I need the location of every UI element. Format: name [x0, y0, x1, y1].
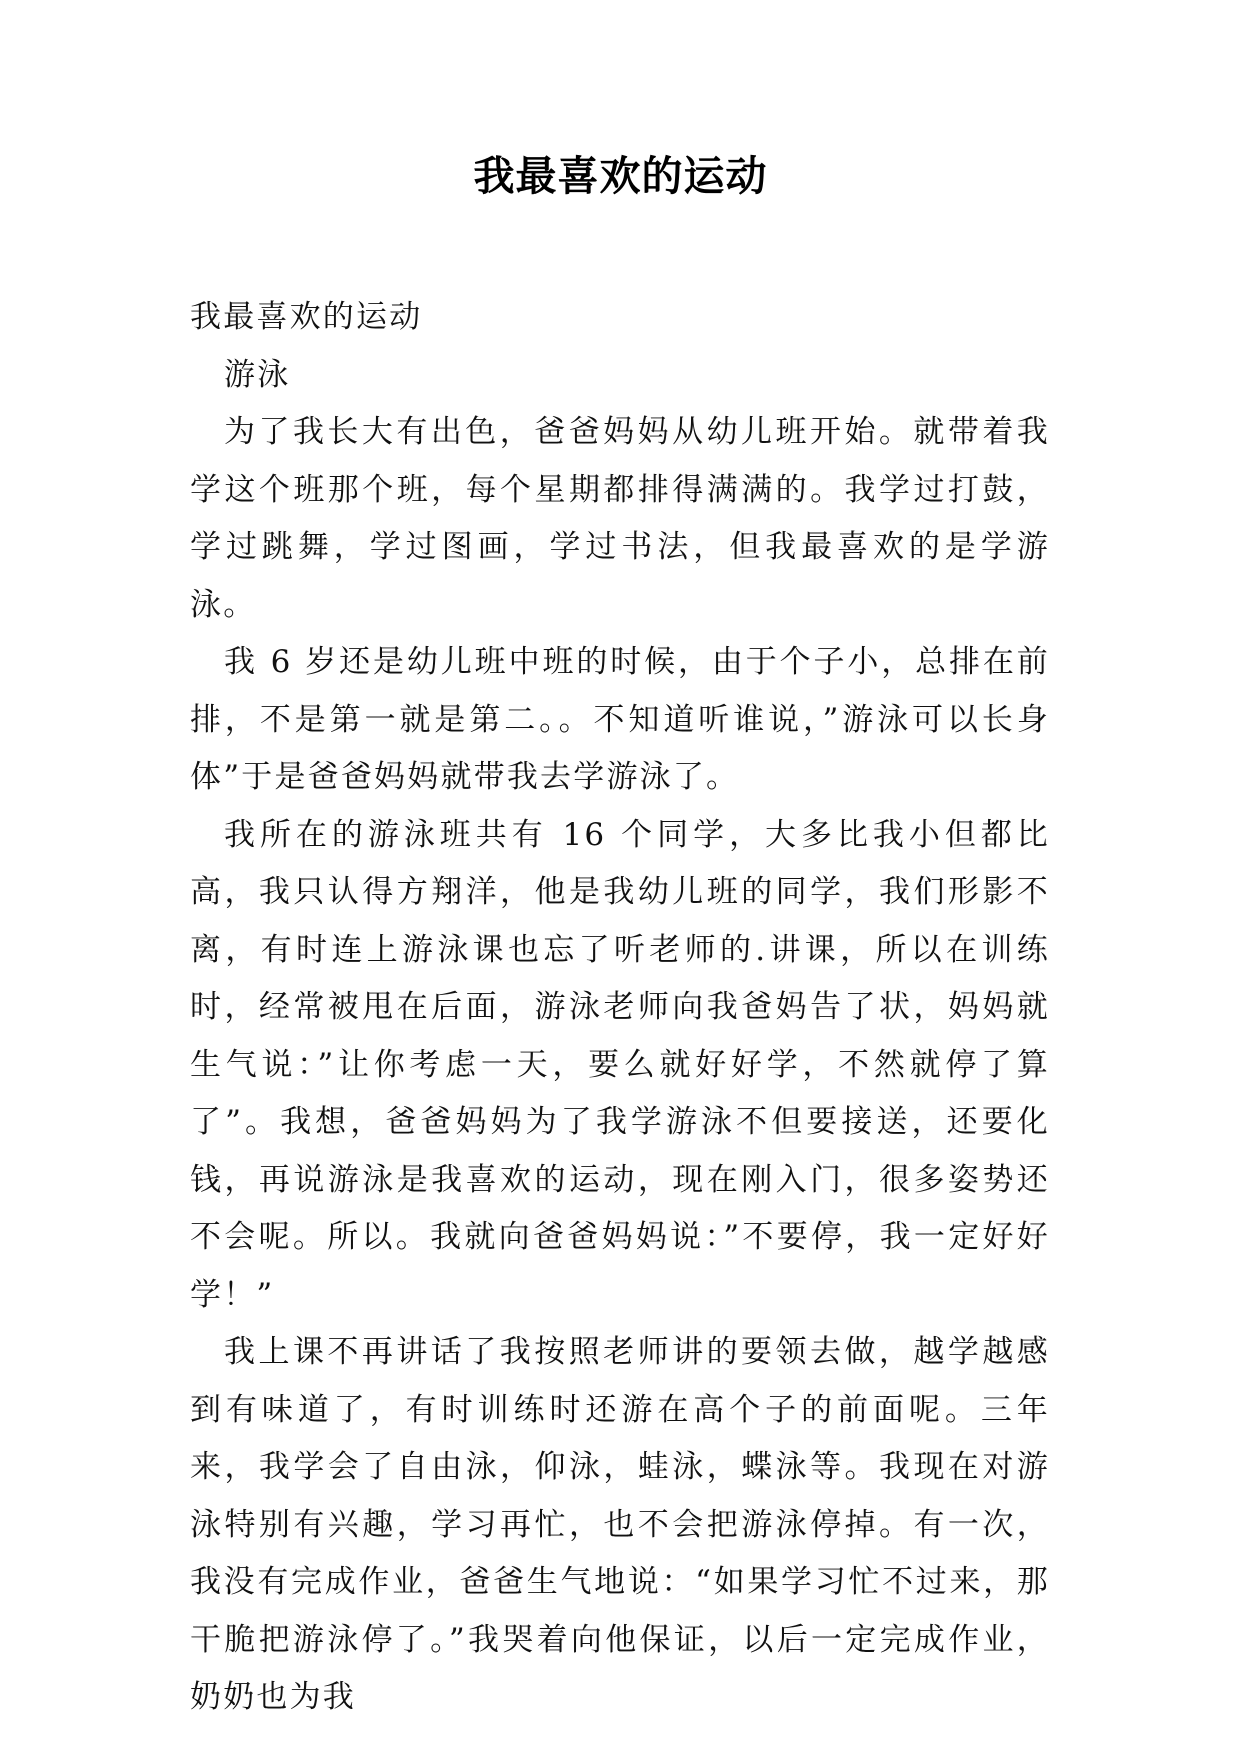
paragraph-1: 为了我长大有出色，爸爸妈妈从幼儿班开始。就带着我学这个班那个班，每个星期都排得满满的。我学过打鼓，学过跳舞，学过图画，学过书法，但我最喜欢的是学游泳。 [190, 414, 1050, 623]
paragraph-3: 我所在的游泳班共有 16 个同学，大多比我小但都比高，我只认得方翔洋，他是我幼儿班的同学，我们形影不离，有时连上游泳课也忘了听老师的.讲课，所以在训练时，经常被甩在后面，游泳老师向我爸妈告了状，妈妈就生气说：”让你考虑一天，要么就好好学，不然就停了算了”。我想，爸爸妈妈为了我学游泳不但要接送，还要化钱，再说游泳是我喜欢的运动，现在刚入门，很多姿势还不会呢。所以。我就向爸爸妈妈说：”不要停，我一定好好学！” [190, 816, 1050, 1313]
document-body [190, 289, 1050, 1727]
paragraph-4: 我上课不再讲话了我按照老师讲的要领去做，越学越感到有味道了，有时训练时还游在高个子的前面呢。三年来，我学会了自由泳，仰泳，蛙泳，蝶泳等。我现在对游泳特别有兴趣，学习再忙，也不会把游泳停掉。有一次，我没有完成作业，爸爸生气地说：“如果学习忙不过来，那干脆把游泳停了。”我哭着向他保证，以后一定完成作业，奶奶也为我 [190, 1334, 1050, 1715]
document-title: 我最喜欢的运动 [473, 152, 768, 200]
topic-line: 游泳 [224, 356, 291, 393]
paragraph-2: 我 6 岁还是幼儿班中班的时候，由于个子小，总排在前排，不是第一就是第二。。不知道听谁说，”游泳可以长身体”于是爸爸妈妈就带我去学游泳了。 [190, 644, 1050, 795]
document-subtitle: 我最喜欢的运动 [190, 299, 423, 335]
